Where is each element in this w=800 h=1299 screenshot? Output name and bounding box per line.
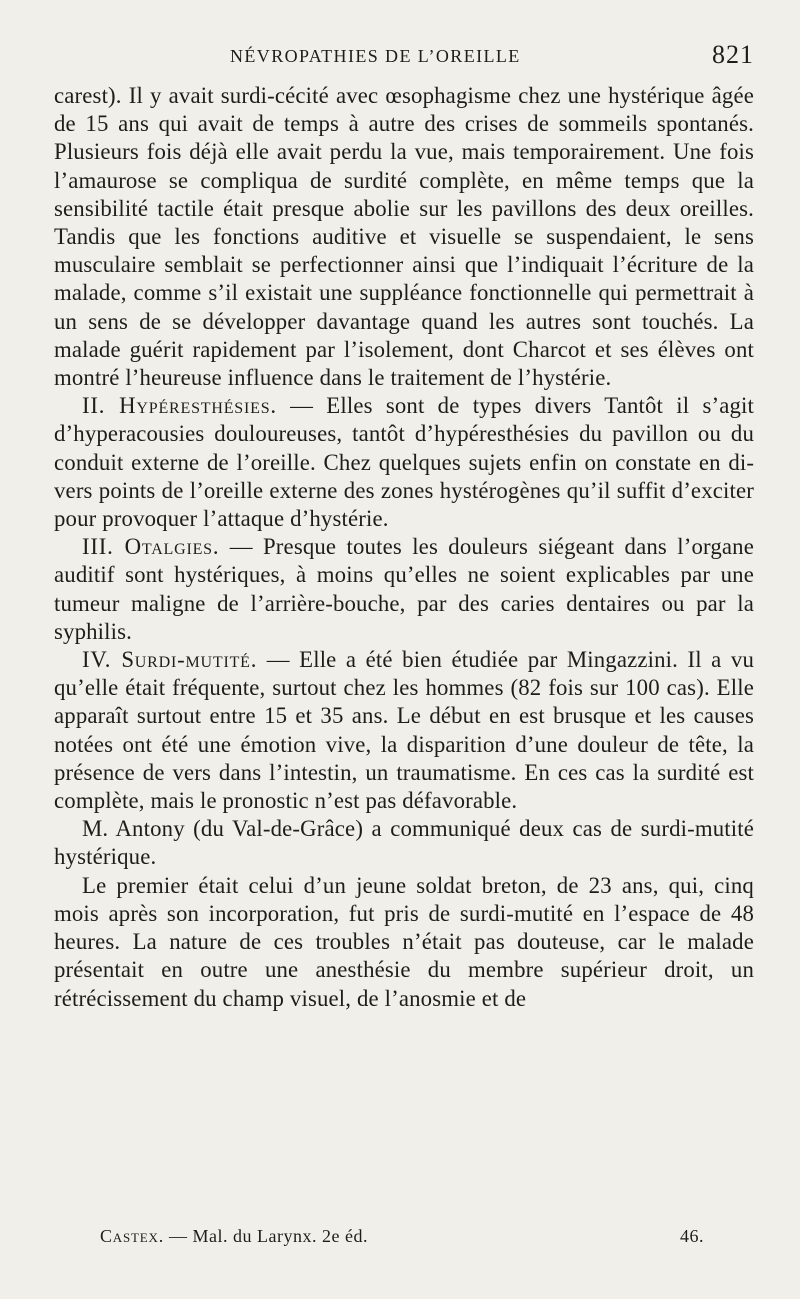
running-title: NÉVROPATHIES DE L’OREILLE [230,46,521,66]
section-text-otalgias: — Presque toutes les douleurs siégeant dans l’organe auditif sont hystériques, à moins qu’elles ne soient explicables par une tumeur maligne de l’arrière-bouche, par des caries dentaires ou par la syphilis. [54,534,754,644]
paragraph-hyperesthesias [54,392,754,533]
paragraph-deaf-mutism [54,646,754,815]
footer-title: — Mal. du Larynx. 2e éd. [164,1226,368,1246]
footer-author: Castex. [100,1226,164,1246]
page-footer [100,1226,704,1256]
paragraph-amaurosis-case: carest). Il y avait surdi-cécité avec œsophagisme chez une hystérique âgée de 15 ans qui avait de temps à autre des crises de sommeils spontanés. Plusieurs fois déjà elle avait perdu la vue, mais temporairement. Une fois l’amaurose se compliqua de surdité complète, en même temps que la sensibilité tactile était presque abolie sur les pavillons des deux oreilles. Tandis que les fonctions auditive et visuelle se suspendaient, le sens musculaire semblait se perfectionner ainsi que l’indiquait l’écriture de la malade, comme s’il existait une suppléance fonctionnelle qui permettrait à un sens de se développer davantage quand les autres sont touchés. La malade guérit rapidement par l’isolement, dont Charcot et ses élèves ont montré l’heureuse influence dans le traitement de l’hystérie. [54,83,754,391]
paragraph-first-case: Le premier était celui d’un jeune soldat breton, de 23 ans, qui, cinq mois après son incorporation, fut pris de surdi-mutité en l’espace de 48 heures. La nature de ces troubles n’était pas douteuse, car le malade présentait en outre une anesthésie du membre supérieur droit, un rétrécissement du champ visuel, de l’anosmie et de [54,872,754,1011]
paragraph-otalgias [54,533,754,646]
paragraph-antony-cases: M. Antony (du Val-de-Grâce) a communiqué deux cas de surdi-mutité hystérique. [54,816,754,870]
section-text-hyperesthesias: — Elles sont de types divers Tantôt il s’agit d’hyperacousies douloureuses, tantôt d’hypéresthésies du pavillon ou du conduit externe de l’oreille. Chez quelques sujets enfin on constate en divers points de l’oreille externe des zones hystérogènes qu’il suffit d’exciter pour provoquer l’attaque d’hystérie. [54,393,754,532]
page-number: 821 [712,40,754,69]
section-heading-deaf-mutism: IV. Surdi-mutité. [82,647,258,673]
signature-mark: 46. [680,1226,704,1246]
page-body [54,82,754,1013]
section-heading-hyperesthesias: II. Hypéresthésies. [82,393,277,419]
section-heading-otalgias: III. Otalgies. [82,534,220,560]
footer-reference [100,1226,368,1247]
section-text-deaf-mutism: — Elle a été bien étudiée par Mingazzini. Il a vu qu’elle était fréquente, surtout chez les hommes (82 fois sur 100 cas). Elle apparaît surtout entre 15 et 35 ans. Le début en est brusque et les causes notées ont été une émotion vive, la disparition d’une douleur de tête, la présence de vers dans l’intestin, un traumatisme. En ces cas la surdité est complète, mais le pronostic n’est pas défavorable. [54,647,754,814]
running-header [54,38,754,82]
